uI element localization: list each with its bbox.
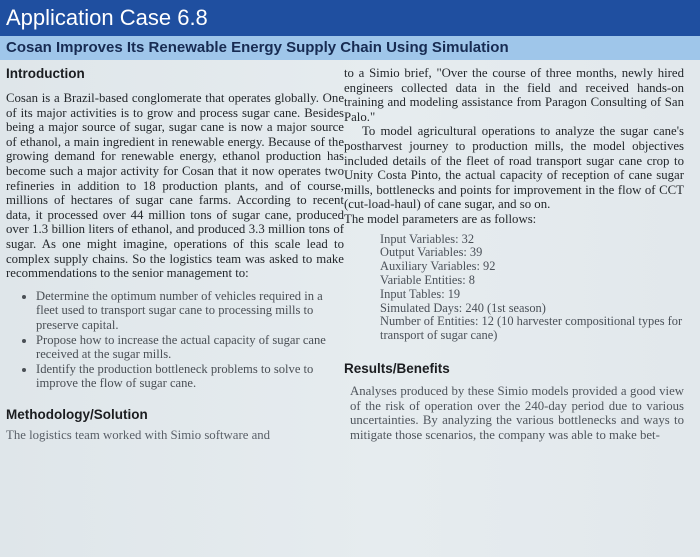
parameter-item: Number of Entities: 12 (10 harvester compositional types for transport of sugar cane) — [380, 314, 683, 343]
left-column — [6, 66, 344, 442]
recommendation-list — [6, 289, 344, 391]
simio-quote-paragraph: to a Simio brief, "Over the course of three months, newly hired engineers collected data in the field and received hands-on training and modeling assistance from Paragon Consulting of San Palo." — [344, 66, 684, 124]
parameter-item: Variable Entities: 8 — [380, 272, 475, 287]
model-parameters-intro: The model parameters are as follows: — [344, 211, 537, 226]
model-objectives-paragraph: To model agricultural operations to analyze the sugar cane's postharvest journey to production mills, the model objectives included details of the fleet of road transport sugar cane crop to Unity Costa Pinto, the actual capacity of reception of cane sugar mills, bottlenecks and points for improvement in the flow of CCT (cut-load-haul) of cane sugar, and so on. — [344, 124, 684, 212]
right-column — [344, 66, 684, 442]
list-item: • Determine the optimum number of vehicles required in a fleet used to transport sugar cane to processing mills to preserve capital. — [36, 289, 344, 333]
results-paragraph: Analyses produced by these Simio models provided a good view of the risk of operation over the 240-day period due to various uncertainties. By analyzing the various bottlenecks and ways to mitigate those scenarios, the company was able to make bet- — [350, 383, 684, 442]
parameter-item: Auxiliary Variables: 92 — [380, 259, 496, 274]
list-item: • Propose how to increase the actual capacity of sugar cane received at the sugar mills. — [36, 333, 344, 362]
introduction-heading: Introduction — [6, 66, 85, 81]
methodology-paragraph: The logistics team worked with Simio software and — [6, 427, 271, 442]
list-item: • Identify the production bottleneck problems to solve to improve the flow of sugar cane. — [36, 362, 344, 391]
results-heading: Results/Benefits — [344, 360, 450, 376]
parameter-item: Simulated Days: 240 (1st season) — [380, 300, 546, 315]
parameter-item: Output Variables: 39 — [380, 245, 483, 260]
introduction-paragraph: Cosan is a Brazil-based conglomerate that operates globally. One of its major activities is to grow and process sugar cane. Besides being a major source of sugar, sugar cane is now a major source of ethanol, a main ingredient in renewable energy. Because of the growing demand for renewable energy, ethanol production has become such a major activity for Cosan that it now operates two refineries in addition to 18 production plants, and of course, millions of hectares of sugar cane farms. According to recent data, it processed over 44 million tons of sugar cane, produced over 1.3 billion liters of ethanol, and produced 3.3 million tons of sugar. As one might imagine, operations of this scale lead to complex supply chains. So the logistics team was asked to make recommendations to the senior management to: — [6, 91, 344, 281]
case-subtitle: Cosan Improves Its Renewable Energy Supply Chain Using Simulation — [0, 36, 700, 60]
case-title: Application Case 6.8 — [0, 0, 700, 36]
model-parameters-list — [380, 233, 684, 343]
parameter-item: Input Variables: 32 — [380, 231, 475, 246]
methodology-heading: Methodology/Solution — [6, 406, 148, 422]
parameter-item: Input Tables: 19 — [380, 286, 461, 301]
